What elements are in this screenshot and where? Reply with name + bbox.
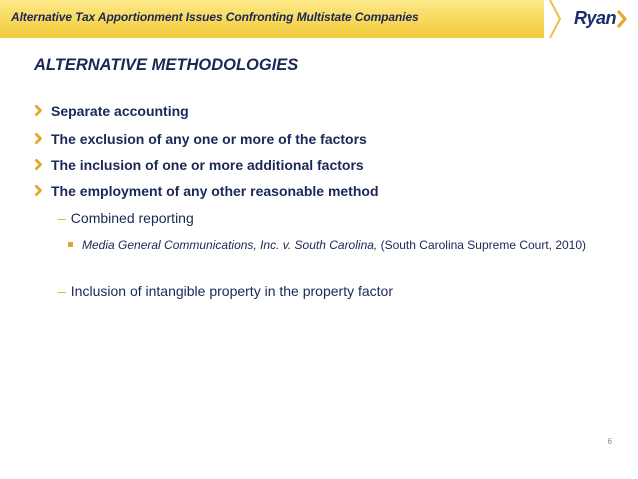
case-citation [68, 236, 608, 255]
bullet-text: The inclusion of one or more additional factors [51, 157, 364, 173]
case-name: Media General Communications, Inc. v. South Carolina, [82, 238, 378, 252]
ryan-logo-mark-icon [616, 10, 630, 28]
header-bar [0, 0, 638, 38]
section-title: ALTERNATIVE METHODOLOGIES [34, 56, 299, 74]
case-court: (South Carolina Supreme Court, 2010) [377, 238, 587, 252]
bullet-item [34, 157, 364, 173]
bullet-item [34, 183, 379, 199]
dash-marker: – [58, 283, 66, 299]
sub-item-text: Combined reporting [70, 210, 194, 226]
bullet-text: The exclusion of any one or more of the factors [51, 131, 367, 147]
chevron-bullet-icon [34, 184, 43, 197]
bullet-item [34, 131, 367, 147]
logo [550, 0, 638, 38]
bullet-item [34, 103, 189, 119]
case-citation-text [82, 236, 608, 255]
chevron-bullet-icon [34, 158, 43, 171]
chevron-bullet-icon [34, 132, 43, 145]
square-bullet-icon [68, 242, 73, 247]
chevron-bullet-icon [34, 104, 43, 117]
bullet-text: Separate accounting [51, 103, 189, 119]
bullet-text: The employment of any other reasonable method [51, 183, 379, 199]
sub-item-combined [58, 210, 194, 226]
logo-divider-arrow [544, 0, 566, 38]
logo-text: Ryan [574, 8, 617, 28]
dash-marker: – [58, 210, 66, 226]
header-title: Alternative Tax Apportionment Issues Confronting Multistate Companies [11, 10, 419, 24]
sub-item-text: Inclusion of intangible property in the property factor [70, 283, 393, 299]
sub-item-intangible [58, 283, 393, 299]
page-number: 6 [607, 437, 612, 446]
